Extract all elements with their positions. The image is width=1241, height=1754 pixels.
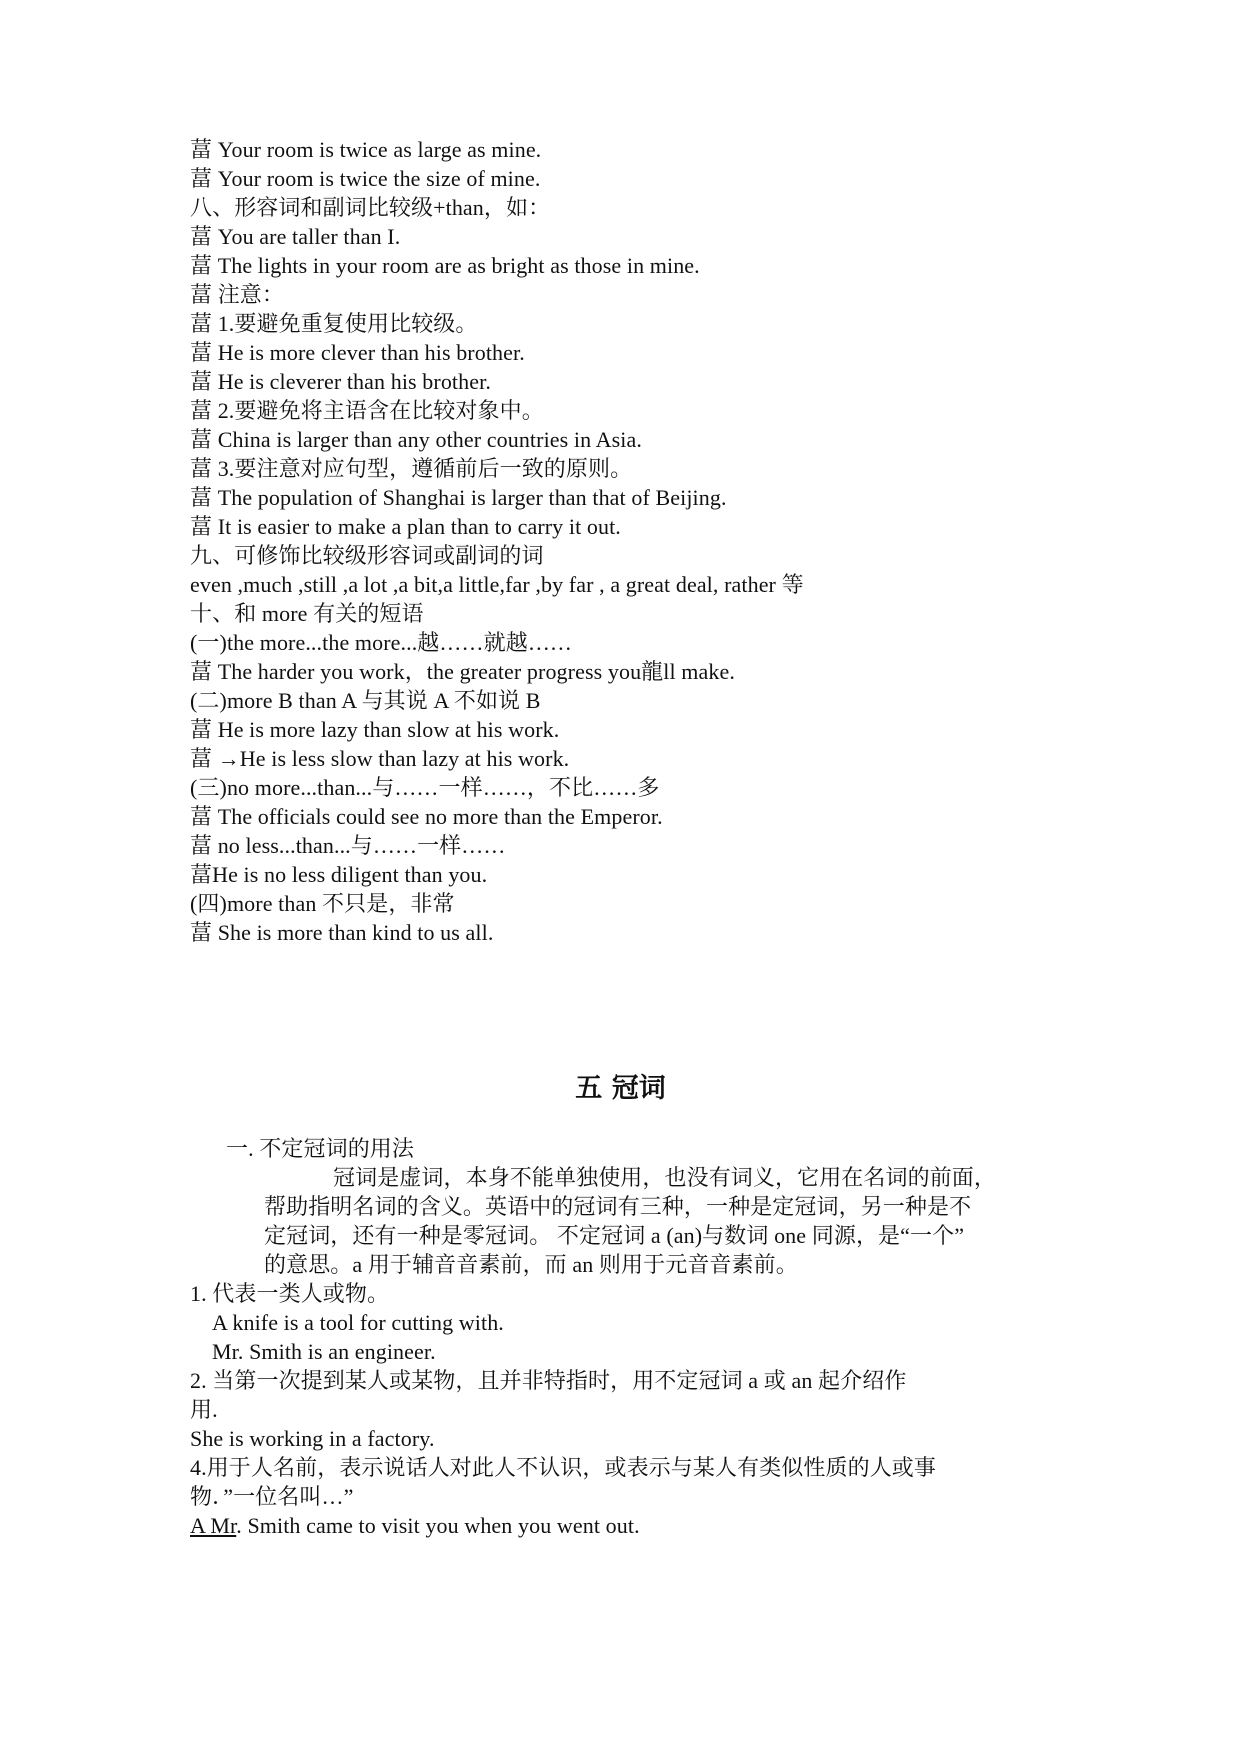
- item-4-heading-cont: 物．”一位名叫…”: [190, 1484, 354, 1509]
- text-line: (四)more than 不只是，非常: [190, 891, 455, 916]
- intro-line: 帮助指明名词的含义。英语中的冠词有三种，一种是定冠词，另一种是不: [264, 1194, 972, 1219]
- example-rest: . Smith came to visit you when you went out.: [236, 1513, 640, 1538]
- text-line: 葍 You are taller than I.: [190, 224, 401, 249]
- underlined-text: A Mr: [190, 1513, 237, 1538]
- text-line: 葍 It is easier to make a plan than to carry it out.: [190, 514, 621, 539]
- text-line: 葍 The population of Shanghai is larger than that of Beijing.: [190, 485, 727, 510]
- text-line: 葍 He is more clever than his brother.: [190, 340, 525, 365]
- text-line: even ,much ,still ,a lot ,a bit,a little,far ,by far , a great deal, rather 等: [190, 572, 804, 597]
- text-line: 葍 1.要避免重复使用比较级。: [190, 311, 478, 336]
- example-line: She is working in a factory.: [190, 1426, 435, 1451]
- example-line: A knife is a tool for cutting with.: [212, 1310, 504, 1335]
- item-2-heading: 2. 当第一次提到某人或某物，且并非特指时，用不定冠词 a 或 an 起介绍作: [190, 1368, 907, 1393]
- text-line: 葍 The harder you work，the greater progress you龍ll make.: [190, 659, 735, 684]
- note-label: 葍 注意：: [190, 282, 285, 307]
- text-line: 葍 He is more lazy than slow at his work.: [190, 717, 560, 742]
- text-line: 葍 He is cleverer than his brother.: [190, 369, 491, 394]
- intro-line: 定冠词，还有一种是零冠词。 不定冠词 a (an)与数词 one 同源，是“一个”: [264, 1223, 965, 1248]
- text-line: (二)more B than A 与其说 A 不如说 B: [190, 688, 541, 713]
- example-line: [190, 1512, 640, 1540]
- intro-line: 的意思。a 用于辅音音素前，而 an 则用于元音音素前。: [264, 1252, 798, 1277]
- item-4-heading: 4.用于人名前，表示说话人对此人不认识，或表示与某人有类似性质的人或事: [190, 1455, 937, 1480]
- item-2-heading-cont: 用.: [190, 1397, 218, 1422]
- item-1-heading: 1. 代表一类人或物。: [190, 1281, 390, 1306]
- text-line: 葍 →He is less slow than lazy at his work.: [190, 746, 570, 771]
- section-heading-9: 九、可修饰比较级形容词或副词的词: [190, 543, 544, 568]
- example-line: Mr. Smith is an engineer.: [212, 1339, 436, 1364]
- text-line: (三)no more...than...与……一样……，不比……多: [190, 775, 660, 800]
- text-line: 葍 China is larger than any other countries in Asia.: [190, 427, 642, 452]
- text-line: (一)the more...the more...越……就越……: [190, 630, 573, 655]
- text-line: 葍He is no less diligent than you.: [190, 862, 488, 887]
- text-line: 葍 Your room is twice as large as mine.: [190, 137, 542, 162]
- text-line: 葍 The officials could see no more than the Emperor.: [190, 804, 663, 829]
- section-heading-8: 八、形容词和副词比较级+than，如：: [190, 195, 551, 220]
- text-line: 葍 She is more than kind to us all.: [190, 920, 494, 945]
- text-line: 葍 The lights in your room are as bright as those in mine.: [190, 253, 700, 278]
- intro-line: 冠词是虚词，本身不能单独使用，也没有词义，它用在名词的前面，: [333, 1165, 997, 1190]
- text-line: 葍 Your room is twice the size of mine.: [190, 166, 541, 191]
- section-heading-10: 十、和 more 有关的短语: [190, 601, 424, 626]
- text-line: 葍 2.要避免将主语含在比较对象中。: [190, 398, 544, 423]
- text-line: 葍 no less...than...与……一样……: [190, 833, 506, 858]
- section-title: 五 冠词: [575, 1073, 666, 1104]
- subsection-title: 一. 不定冠词的用法: [226, 1136, 415, 1161]
- text-line: 葍 3.要注意对应句型，遵循前后一致的原则。: [190, 456, 633, 481]
